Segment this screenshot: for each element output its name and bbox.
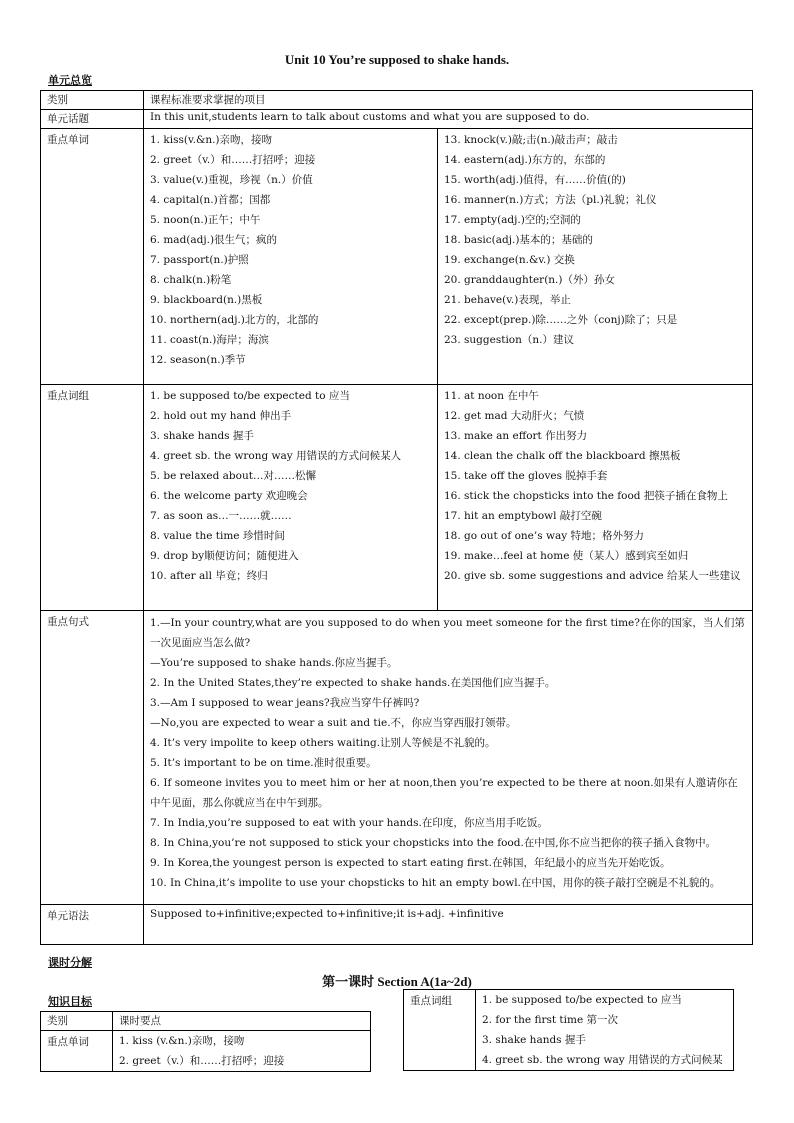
lesson-words-cell bbox=[113, 1031, 371, 1072]
phrase-item: 19. make…feel at home 使（某人）感到宾至如归 bbox=[444, 550, 689, 562]
lesson-phrase-item: 4. greet sb. the wrong way 用错误的方式问候某 bbox=[482, 1054, 723, 1066]
word-item: 19. exchange(n.&v.) 交换 bbox=[444, 254, 575, 266]
phrase-item: 3. shake hands 握手 bbox=[150, 430, 254, 442]
sentence-item: 7. In India,you’re supposed to eat with your hands.在印度，你应当用手吃饭。 bbox=[150, 817, 548, 829]
sentence-item: 1.—In your country,what are you supposed to do when you meet someone for the first time?在你的国家，当人们第一次见面应当怎么做? bbox=[150, 617, 745, 649]
word-item: 22. except(prep.)除……之外（conj)除了；只是 bbox=[444, 314, 678, 326]
word-item: 12. season(n.)季节 bbox=[150, 354, 246, 366]
phrase-item: 4. greet sb. the wrong way 用错误的方式问候某人 bbox=[150, 450, 402, 462]
phrase-item: 8. value the time 珍惜时间 bbox=[150, 530, 285, 542]
document-title: Unit 10 You’re supposed to shake hands. bbox=[284, 52, 510, 67]
phrase-item: 13. make an effort 作出努力 bbox=[444, 430, 588, 442]
lesson-table-header bbox=[41, 1012, 371, 1031]
lesson-phrases-cell bbox=[476, 990, 734, 1071]
phrase-item: 14. clean the chalk off the blackboard 擦黑板 bbox=[444, 450, 681, 462]
sentence-item: 8. In China,you’re not supposed to stick your chopsticks into the food.在中国,你不应当把你的筷子插入食物中。 bbox=[150, 837, 717, 849]
lesson-breakdown-label: 课时分解 bbox=[48, 956, 92, 969]
words-left-cell bbox=[144, 129, 438, 385]
phrases-label: 重点词组 bbox=[41, 385, 144, 611]
phrases-row bbox=[41, 385, 753, 611]
topic-text: In this unit,students learn to talk about customs and what you are supposed to do. bbox=[144, 110, 753, 129]
word-item: 20. granddaughter(n.)（外）孙女 bbox=[444, 274, 615, 286]
words-row bbox=[41, 129, 753, 385]
grammar-row bbox=[41, 905, 753, 945]
lesson-header-points: 课时要点 bbox=[113, 1012, 371, 1031]
phrase-item: 11. at noon 在中午 bbox=[444, 390, 539, 402]
word-item: 18. basic(adj.)基本的；基础的 bbox=[444, 234, 593, 246]
phrases-left-cell bbox=[144, 385, 438, 611]
topic-label: 单元话题 bbox=[41, 110, 144, 129]
lesson-words-row bbox=[41, 1031, 371, 1072]
word-item: 8. chalk(n.)粉笔 bbox=[150, 274, 232, 286]
word-item: 10. northern(adj.)北方的，北部的 bbox=[150, 314, 319, 326]
sentence-item: 2. In the United States,they’re expected to shake hands.在美国他们应当握手。 bbox=[150, 677, 556, 689]
lesson-words-table bbox=[40, 1011, 371, 1072]
phrase-item: 15. take off the gloves 脱掉手套 bbox=[444, 470, 608, 482]
phrase-item: 5. be relaxed about…对……松懈 bbox=[150, 470, 316, 482]
sentence-item: 4. It’s very impolite to keep others waiting.让别人等候是不礼貌的。 bbox=[150, 737, 496, 749]
word-item: 5. noon(n.)正午；中午 bbox=[150, 214, 261, 226]
topic-row bbox=[41, 110, 753, 129]
phrase-item: 20. give sb. some suggestions and advice 给某人一些建议 bbox=[444, 570, 741, 582]
grammar-label: 单元语法 bbox=[41, 905, 144, 945]
phrase-item: 12. get mad 大动肝火；气愤 bbox=[444, 410, 585, 422]
word-item: 21. behave(v.)表现，举止 bbox=[444, 294, 571, 306]
header-category: 类别 bbox=[41, 91, 144, 110]
lesson-phrase-item: 3. shake hands 握手 bbox=[482, 1034, 586, 1046]
phrases-right-cell bbox=[438, 385, 753, 611]
lesson-word-item: 1. kiss (v.&n.)亲吻，接吻 bbox=[119, 1035, 245, 1047]
word-item: 7. passport(n.)护照 bbox=[150, 254, 249, 266]
knowledge-goal-label: 知识目标 bbox=[48, 995, 92, 1008]
lesson-phrases-label: 重点词组 bbox=[404, 990, 476, 1071]
word-item: 23. suggestion（n.）建议 bbox=[444, 334, 574, 346]
sentence-item: 9. In Korea,the youngest person is expected to start eating first.在韩国，年纪最小的应当先开始吃饭。 bbox=[150, 857, 671, 869]
sentence-item: 10. In China,it’s impolite to use your chopsticks to hit an empty bowl.在中国，用你的筷子敲打空碗是不礼貌的。 bbox=[150, 877, 721, 889]
sentence-item: —No,you are expected to wear a suit and tie.不，你应当穿西服打领带。 bbox=[150, 717, 517, 729]
phrase-item: 1. be supposed to/be expected to 应当 bbox=[150, 390, 350, 402]
phrase-item: 9. drop by顺便访问；随便进入 bbox=[150, 550, 299, 562]
sentence-item: 3.—Am I supposed to wear jeans?我应当穿牛仔裤吗? bbox=[150, 697, 420, 709]
lesson-words-label: 重点单词 bbox=[41, 1031, 113, 1072]
sentence-item: 5. It’s important to be on time.准时很重要。 bbox=[150, 757, 377, 769]
header-items: 课程标准要求掌握的项目 bbox=[144, 91, 753, 110]
word-item: 17. empty(adj.)空的;空洞的 bbox=[444, 214, 581, 226]
phrase-item: 7. as soon as…一……就…… bbox=[150, 510, 292, 522]
table-header-row bbox=[41, 91, 753, 110]
word-item: 2. greet（v.）和……打招呼；迎接 bbox=[150, 154, 316, 166]
lesson-title: 第一课时 Section A(1a~2d) bbox=[322, 974, 472, 989]
words-label: 重点单词 bbox=[41, 129, 144, 385]
word-item: 4. capital(n.)首都；国都 bbox=[150, 194, 271, 206]
word-item: 11. coast(n.)海岸；海滨 bbox=[150, 334, 269, 346]
phrase-item: 6. the welcome party 欢迎晚会 bbox=[150, 490, 308, 502]
phrase-item: 16. stick the chopsticks into the food 把筷子插在食物上 bbox=[444, 490, 728, 502]
word-item: 14. eastern(adj.)东方的，东部的 bbox=[444, 154, 606, 166]
lesson-phrases-table bbox=[403, 989, 734, 1071]
word-item: 6. mad(adj.)很生气；疯的 bbox=[150, 234, 278, 246]
phrase-item: 18. go out of one’s way 特地；格外努力 bbox=[444, 530, 644, 542]
sentence-item: —You’re supposed to shake hands.你应当握手。 bbox=[150, 657, 398, 669]
sentences-label: 重点句式 bbox=[41, 611, 144, 905]
lesson-phrases-row bbox=[404, 990, 734, 1071]
sentences-cell bbox=[144, 611, 753, 905]
words-right-cell bbox=[438, 129, 753, 385]
word-item: 3. value(v.)重视，珍视（n.）价值 bbox=[150, 174, 313, 186]
lesson-phrase-item: 1. be supposed to/be expected to 应当 bbox=[482, 994, 682, 1006]
phrase-item: 17. hit an emptybowl 敲打空碗 bbox=[444, 510, 602, 522]
grammar-text: Supposed to+infinitive;expected to+infinitive;it is+adj. +infinitive bbox=[144, 905, 753, 945]
overview-label: 单元总览 bbox=[48, 74, 92, 87]
word-item: 1. kiss(v.&n.)亲吻，接吻 bbox=[150, 134, 273, 146]
unit-overview-table bbox=[40, 90, 753, 945]
word-item: 16. manner(n.)方式；方法（pl.)礼貌；礼仪 bbox=[444, 194, 657, 206]
word-item: 9. blackboard(n.)黑板 bbox=[150, 294, 263, 306]
word-item: 15. worth(adj.)值得，有……价值(的) bbox=[444, 174, 626, 186]
phrase-item: 2. hold out my hand 伸出手 bbox=[150, 410, 292, 422]
word-item: 13. knock(v.)敲;击(n.)敲击声；敲击 bbox=[444, 134, 618, 146]
lesson-phrase-item: 2. for the first time 第一次 bbox=[482, 1014, 619, 1026]
lesson-word-item: 2. greet（v.）和……打招呼；迎接 bbox=[119, 1055, 285, 1067]
lesson-header-category: 类别 bbox=[41, 1012, 113, 1031]
sentences-row bbox=[41, 611, 753, 905]
sentence-item: 6. If someone invites you to meet him or her at noon,then you’re expected to be there at noon.如果有人邀请你在中午见面，那么你就应当在中午到那。 bbox=[150, 777, 738, 809]
phrase-item: 10. after all 毕竟；终归 bbox=[150, 570, 268, 582]
